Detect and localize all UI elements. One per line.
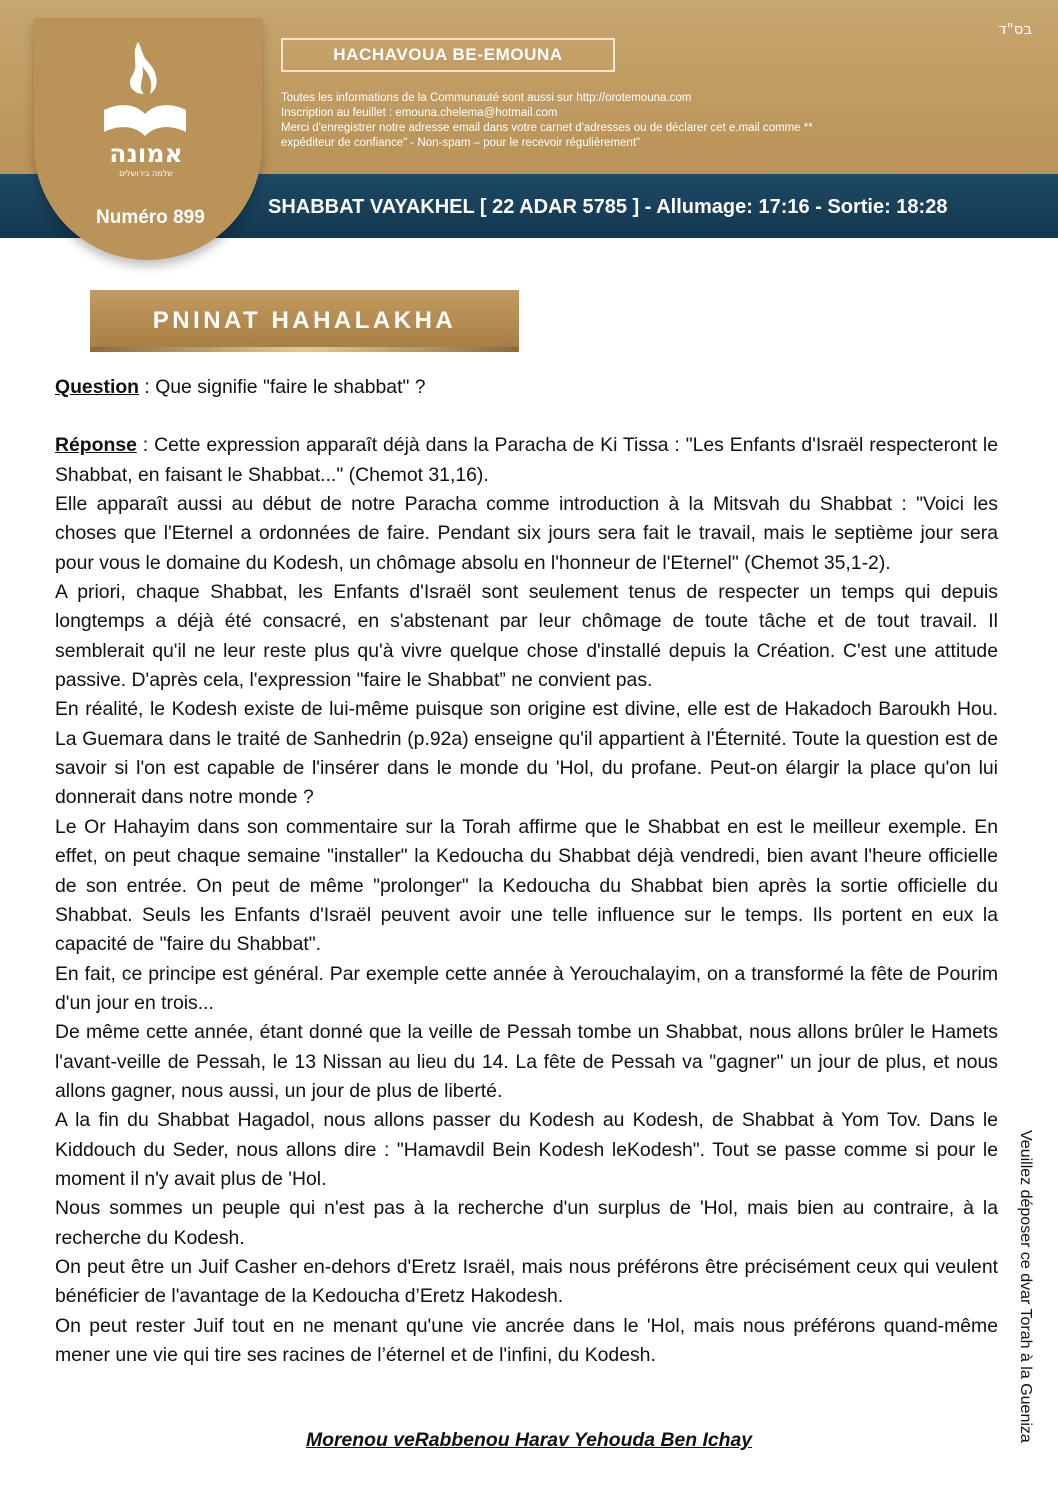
paragraph: A priori, chaque Shabbat, les Enfants d'Israël sont seulement tenus de respecter un temps qui depuis longtemps a déjà été consacré, en s'abstenant par leur chômage de toute tâche et de tout travail. Il semblerait qu'il ne leur reste plus qu'à vivre quelque chose d'installé depuis la Création. C'est une attitude passive. D'après cela, l'expression "faire le Shabbat” ne convient pas. bbox=[55, 581, 998, 692]
question-label: Question bbox=[55, 376, 140, 398]
info-line: expéditeur de confiance" - Non-spam – pour le recevoir régulièrement" bbox=[281, 137, 641, 149]
paragraph: De même cette année, étant donné que la veille de Pessah tombe un Shabbat, nous allons brûler le Hamets l'avant-veille de Pessah, le 13 Nissan au lieu du 14. La fête de Pessah va "gagner" un jour de plus, et nous allons gagner, nous aussi, un jour de plus de liberté. bbox=[55, 1021, 998, 1102]
bsd-mark: בס"ד bbox=[998, 20, 1032, 38]
emouna-logo bbox=[96, 36, 196, 181]
author-signature: Morenou veRabbenou Harav Yehouda Ben Ichay bbox=[305, 1429, 753, 1451]
article-body bbox=[55, 373, 998, 1370]
paragraph: En fait, ce principe est général. Par exemple cette année à Yerouchalayim, on a transformé la fête de Pourim d'un jour en trois... bbox=[55, 962, 998, 1014]
question-text: : Que signifie "faire le shabbat" ? bbox=[139, 376, 426, 398]
paragraph: Elle apparaît aussi au début de notre Paracha comme introduction à la Mitsvah du Shabbat : "Voici les choses que l'Eternel a ordonnées de faire. Pendant six jours sera fait le travail, mais le septième jour sera pour vous le domaine du Kodesh, un chômage absolu en l'honneur de l'Eternel" (Chemot 35,1-2). bbox=[55, 493, 998, 574]
info-block bbox=[281, 91, 931, 151]
issue-number: Numéro 899 bbox=[96, 207, 205, 228]
flame-icon bbox=[130, 42, 157, 94]
logo-subtext: שלמה בירושלים bbox=[119, 169, 173, 178]
info-line: Inscription au feuillet : emouna.chelema@hotmail.com bbox=[281, 107, 558, 119]
paragraph: A la fin du Shabbat Hagadol, nous allons passer du Kodesh au Kodesh, de Shabbat à Yom Tov. Dans le Kiddouch du Seder, nous allons dire : "Hamavdil Bein Kodesh leKodesh". Tout se passe comme si pour le moment il n'y avait plus de 'Hol. bbox=[55, 1109, 998, 1190]
open-book-icon bbox=[104, 105, 186, 136]
shabbat-times: SHABBAT VAYAKHEL [ 22 ADAR 5785 ] - Allumage: 17:16 - Sortie: 18:28 bbox=[268, 196, 948, 218]
answer-text: : Cette expression apparaît déjà dans la Paracha de Ki Tissa : "Les Enfants d'Israël respecteront le Shabbat, en faisant le Shabbat..." (Chemot 31,16). bbox=[55, 434, 998, 486]
paragraph: Nous sommes un peuple qui n'est pas à la recherche d'un surplus de 'Hol, mais bien au contraire, à la recherche du Kodesh. bbox=[55, 1197, 998, 1249]
paragraph: On peut rester Juif tout en ne menant qu'une vie ancrée dans le 'Hol, mais nous préférons quand-même mener une vie qui tire ses racines de l’éternel et de l'infini, du Kodesh. bbox=[55, 1314, 998, 1366]
paragraph: Le Or Hahayim dans son commentaire sur la Torah affirme que le Shabbat en est le meilleur exemple. En effet, on peut chaque semaine "installer" la Kedoucha du Shabbat déjà vendredi, bien avant l'heure officielle de son entrée. On peut de même "prolonger" la Kedoucha du Shabbat bien après la sortie officielle du Shabbat. Seuls les Enfants d'Israël peuvent avoir une telle influence sur le temps. Ils portent en eux la capacité de "faire du Shabbat". bbox=[55, 815, 998, 956]
genizah-note: Veuillez déposer ce dvar Torah à la Guenizа bbox=[1017, 1130, 1034, 1443]
paragraph: On peut être un Juif Casher en-dehors d'Eretz Israël, mais nous préférons être précisément ceux qui veulent bénéficier de l'avantage de la Kedoucha d’Eretz Hakodesh. bbox=[55, 1255, 998, 1308]
info-line: Merci d'enregistrer notre adresse email dans votre carnet d'adresses ou de déclarer cet e.mail comme ** bbox=[281, 122, 813, 134]
logo-text: אמונה bbox=[109, 139, 183, 168]
question bbox=[55, 373, 998, 402]
answer bbox=[55, 431, 998, 490]
info-line: Toutes les informations de la Communauté sont aussi sur http://orotemouna.com bbox=[281, 92, 692, 104]
section-title: PNINAT HAHALAKHA bbox=[90, 290, 519, 352]
newsletter-title: HACHAVOUA BE-EMOUNA bbox=[281, 38, 615, 72]
answer-label: Réponse bbox=[55, 434, 137, 457]
paragraph: En réalité, le Kodesh existe de lui-même puisque son origine est divine, elle est de Hakadoch Baroukh Hou. La Guemara dans le traité de Sanhedrin (p.92a) enseigne qu'il appartient à l'Éternité. Toute la question est de savoir si l'on est capable de l'insérer dans le monde du 'Hol, du profane. Peut-on élargir la place qu'on lui donnerait dans notre monde ? bbox=[55, 698, 998, 809]
